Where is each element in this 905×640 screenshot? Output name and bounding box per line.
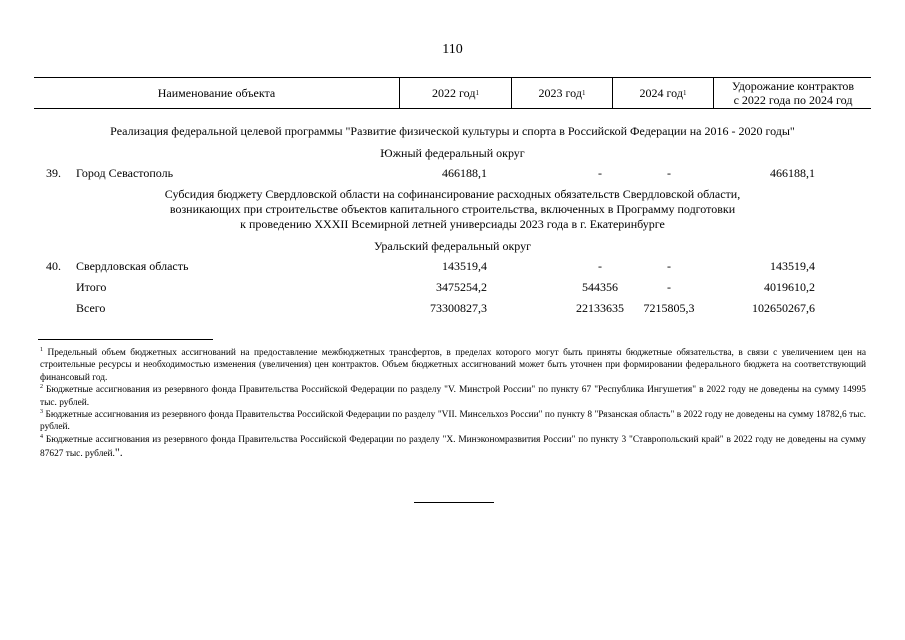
row-name: Город Севастополь — [76, 166, 174, 180]
cell-2023: - — [598, 259, 602, 273]
table-row — [34, 259, 871, 275]
cell-increase: 466188,1 — [770, 166, 815, 180]
cell-2023: 22133635 — [576, 301, 624, 315]
cell-increase: 102650267,6 — [752, 301, 815, 315]
footnotes — [40, 347, 866, 461]
cell-2022: 143519,4 — [442, 259, 487, 273]
row-number: 39. — [46, 166, 61, 180]
end-divider — [414, 502, 494, 503]
table-row — [34, 166, 871, 182]
subsidy-title: Субсидия бюджету Свердловской области на софинансирование расходных обязательств Свердловской области, возникающих при строительстве объектов капитального строительства, включенных в Программу подготовки к проведению XXXII Всемирной летней универсиады 2023 года в г. Екатеринбурге — [164, 187, 741, 231]
program-title: Реализация федеральной целевой программы "Развитие физической культуры и спорта в Российской Федерации на 2016 - 2020 годы" — [110, 124, 795, 138]
footnote: $^2$ Бюджетные ассигнования из резервного фонда Правительства Российской Федерации по разделу "V. Минстрой России" по пункту 67 "Республика Ингушетия" в 2022 году не доведены на сумму 14995 тыс. рублей. — [40, 384, 866, 408]
district-south: Южный федеральный округ — [380, 146, 525, 160]
footnote: $^1$ Предельный объем бюджетных ассигнований на предоставление межбюджетных трансфертов, в пределах которого могут быть приняты бюджетные обязательства, в связи с увеличением цен на строительные ресурсы и необходимостью изменения (увеличения) цен контрактов. Объем бюджетных ассигнований может быть уточнен при формировании федерального бюджета на соответствующий финансовый год. — [40, 346, 866, 383]
footnote: $^3$ Бюджетные ассигнования из резервного фонда Правительства Российской Федерации по разделу "VII. Минсельхоз России" по пункту 8 "Рязанская область" в 2022 году не доведены на сумму 18782,6 тыс. рублей. — [40, 408, 866, 433]
cell-2024: 7215805,3 — [643, 301, 695, 315]
footnote-divider — [38, 339, 213, 340]
row-name: Свердловская область — [76, 259, 189, 273]
cell-2022: 3475254,2 — [436, 280, 487, 294]
total-row — [34, 301, 871, 317]
page-number: 110 — [442, 42, 463, 57]
row-name: Итого — [76, 280, 107, 294]
cell-increase: 4019610,2 — [764, 280, 815, 294]
footnote: $^4$ Бюджетные ассигнования из резервного фонда Правительства Российской Федерации по разделу "X. Минэкономразвития России" по пункту 3 "Ставропольский край" в 2022 году не доведены на сумму 87627 тыс. рублей.". — [40, 433, 866, 460]
header-increase: Удорожание контрактов с 2022 года по 2024 год — [713, 78, 872, 108]
cell-2024: - — [667, 259, 671, 273]
header-2023: 2023 год 1 — [511, 78, 612, 108]
subtotal-row — [34, 280, 871, 296]
table-header — [34, 77, 871, 109]
cell-2024: - — [667, 166, 671, 180]
district-ural: Уральский федеральный округ — [373, 239, 532, 253]
cell-2023: 544356 — [582, 280, 618, 294]
cell-2022: 73300827,3 — [430, 301, 487, 315]
cell-2024: - — [667, 280, 671, 294]
cell-increase: 143519,4 — [770, 259, 815, 273]
header-2024: 2024 год 1 — [612, 78, 713, 108]
cell-2023: - — [598, 166, 602, 180]
row-number: 40. — [46, 259, 61, 273]
cell-2022: 466188,1 — [442, 166, 487, 180]
row-name: Всего — [76, 301, 106, 315]
header-name: Наименование объекта — [157, 86, 276, 100]
header-2022: 2022 год 1 — [399, 78, 511, 108]
